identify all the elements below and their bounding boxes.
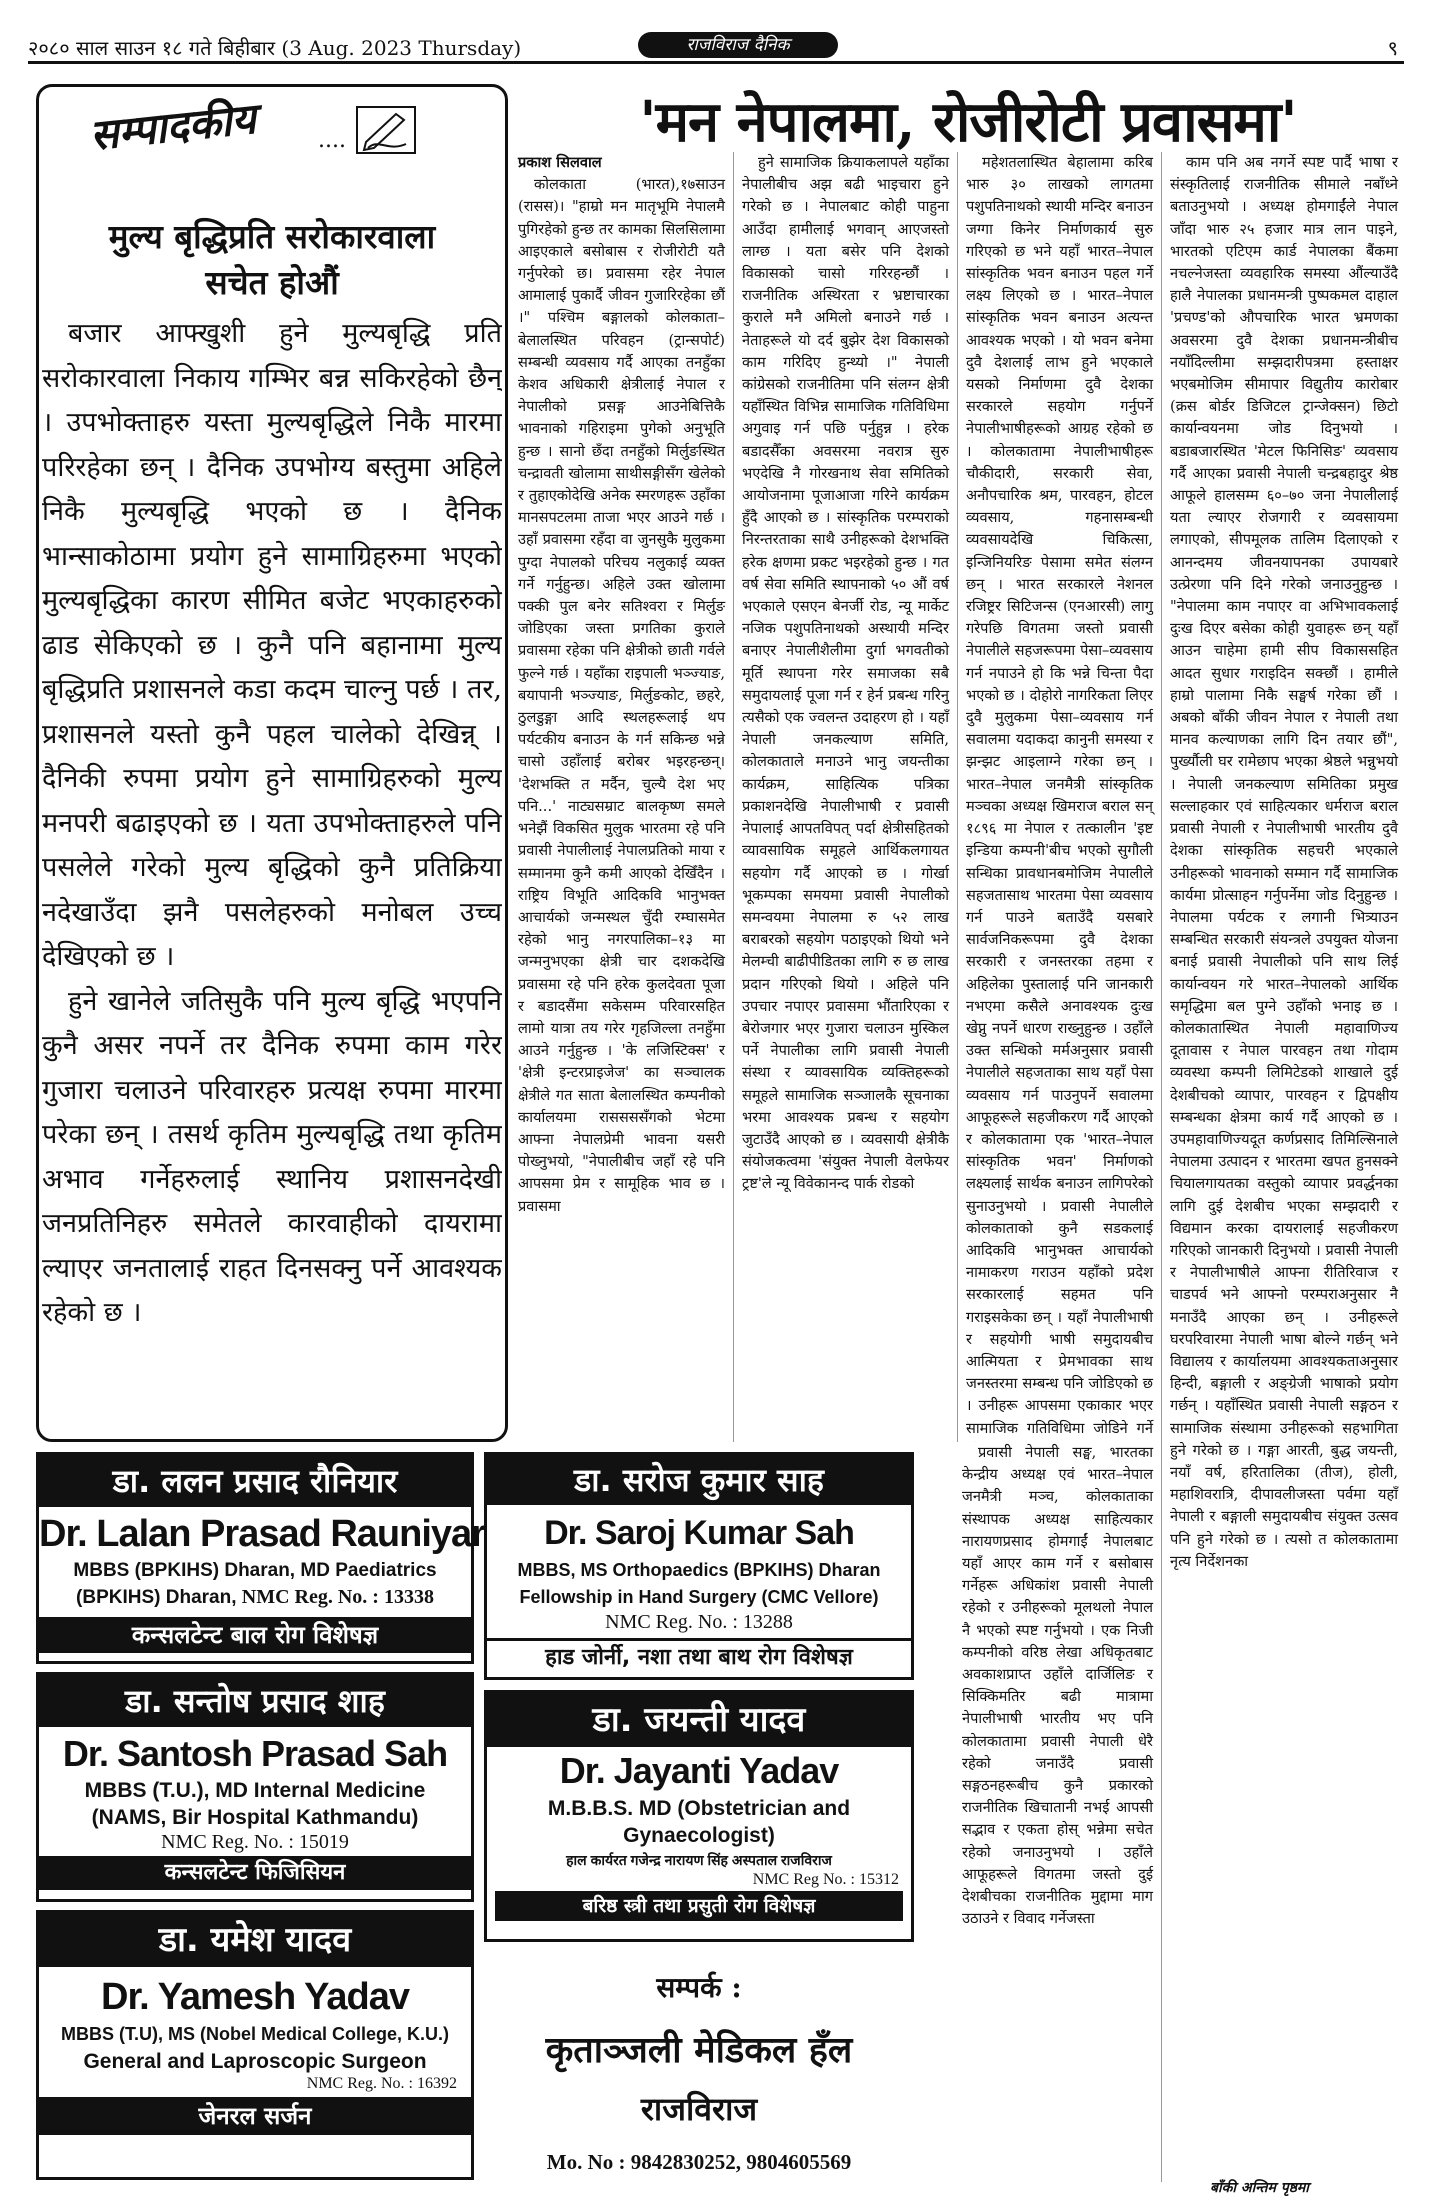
article-columns bbox=[510, 152, 1162, 1442]
ad-dr-santosh bbox=[36, 1672, 474, 1902]
editorial-body bbox=[42, 312, 502, 1432]
ad-qualification: Gynaecologist) bbox=[623, 1824, 775, 1847]
page-header bbox=[28, 30, 1404, 64]
ad-english-name: Dr. Saroj Kumar Sah bbox=[544, 1514, 854, 1552]
ad-qualification: (BPKIHS) Dharan, NMC Reg. No. : 13338 bbox=[76, 1586, 434, 1608]
editorial-paragraph: हुने खानेले जतिसुकै पनि मुल्य बृद्धि भएपनि कुनै असर नपर्ने तर दैनिक रुपमा काम गरेर गुजारा चलाउने परिवारहरु प्रत्यक्ष रुपमा मारमा परेका छन् । तसर्थ कृतिम मुल्यबृद्धि तथा कृतिम अभाव गर्नेहरुलाई स्थानिय प्रशासनदेखी जनप्रतिनिहरु समेतले कारवाहीको दायरामा ल्याएर जनतालाई राहत दिनसक्नु पर्ने आवश्यक रहेको छ । bbox=[42, 985, 502, 1328]
ad-english-name: Dr. Lalan Prasad Rauniyar bbox=[39, 1513, 485, 1555]
ad-qualification: MBBS (BPKIHS) Dharan, MD Paediatrics bbox=[73, 1560, 437, 1581]
article-column-3 bbox=[958, 152, 1162, 1442]
ad-english-name: Dr. Santosh Prasad Sah bbox=[62, 1733, 448, 1774]
article-column-4 bbox=[1162, 152, 1406, 2182]
ad-dr-jayanti bbox=[484, 1690, 914, 1942]
ad-qualification: MBBS, MS Orthopaedics (BPKIHS) Dharan bbox=[517, 1560, 881, 1580]
ad-workplace: हाल कार्यरत गजेन्द्र नारायण सिंह अस्पताल राजविराज bbox=[566, 1852, 832, 1868]
ad-english-name: Dr. Jayanti Yadav bbox=[559, 1750, 839, 1791]
editorial-paragraph: बजार आफ्खुशी हुने मुल्यबृद्धि प्रति सरोकारवाला निकाय गम्भिर बन्न सकिरहेको छैन् । उपभोक्ताहरु यस्ता मुल्यबृद्धिले निकै मारमा परिरहेका छन् । दैनिक उपभोग्य बस्तुमा अहिले निकै मुल्यबृद्धि भएको छ । दैनिक भान्साकोठामा प्रयोग हुने सामाग्रिहरुमा भएको मुल्यबृद्धिका कारण सीमित बजेट भएकाहरुको ढाड सेकिएको छ । कुनै पनि बहानामा मुल्य बृद्धिप्रति प्रशासनले कडा कदम चाल्नु पर्छ । तर, प्रशासनले यस्तो कुनै पहल चालेको देखिन्न् । दैनिकी रुपमा प्रयोग हुने सामाग्रिहरुको मुल्य मनपरी बढाइएको छ । यता उपभोक्ताहरुले पनि पसलेले गरेको मुल्य बृद्धिको कुनै प्रतिक्रिया नदेखाउँदा झनै पसलेहरुको मनोबल उच्च देखिएको छ । bbox=[42, 318, 502, 972]
editorial-heading: सम्पादकीय bbox=[87, 93, 259, 160]
ad-specialty: जेनरल सर्जन bbox=[39, 2097, 471, 2135]
ad-english-name: Dr. Yamesh Yadav bbox=[101, 1976, 409, 2018]
ad-dr-lalan bbox=[36, 1452, 485, 1664]
ad-nepali-name: डा. यमेश यादव bbox=[39, 1913, 471, 1967]
article-text: प्रवासी नेपाली सङ्घ, भारतका केन्द्रीय अध्यक्ष एवं भारत–नेपाल जनमैत्री मञ्च, कोलकाताका संस्थापक अध्यक्ष साहित्यकार नारायणप्रसाद होमगाईं नेपालबाट यहाँ आएर काम गर्ने र बसोबास गर्नेहरू अधिकांश प्रवासी नेपाली रहेको र उनीहरूको मूलथलो नेपाल नै भएको स्पष्ट गर्नुभयो । एक निजी कम्पनीको वरिष्ठ लेखा अधिकृतबाट अवकाशप्राप्त उहाँले दार्जिलिङ र सिक्किमतिर बढी मात्रामा नेपालीभाषी भारतीय भए पनि कोलकातामा प्रवासी नेपाली धेरै रहेको जनाउँदै प्रवासी सङ्गठनहरूबीच कुनै प्रकारको राजनीतिक खिचातानी नभई आपसी सद्भाव र एकता होस् भन्नेमा सचेत रहेको जनाउनुभयो । उहाँले आफूहरूले विगतमा जस्तो दुई देशबीचका राजनीतिक मुद्दामा माग उठाउने र विवाद गर्नेजस्ता bbox=[962, 1444, 1153, 1928]
ad-nepali-name: डा. ललन प्रसाद रौनियार bbox=[39, 1455, 471, 1507]
editorial-title: मुल्य बृद्धिप्रति सरोकारवाला सचेत होऔं bbox=[108, 217, 436, 302]
ad-reg-number: NMC Reg. No. : 15019 bbox=[161, 1831, 349, 1853]
article-byline: प्रकाश सिलवाल bbox=[518, 154, 602, 171]
contact-city: राजविराज bbox=[640, 2090, 758, 2128]
contact-mobile: Mo. No : 9842830252, 9804605569 bbox=[546, 2150, 852, 2174]
ad-dr-yamesh bbox=[36, 1910, 474, 2180]
contact-block bbox=[484, 1954, 914, 2182]
ad-specialty: कन्सलटेन्ट बाल रोग विशेषज्ञ bbox=[39, 1617, 471, 1653]
editorial-dots: .... bbox=[318, 128, 346, 153]
article-text: हुने सामाजिक क्रियाकलापले यहाँका नेपालीबीच अझ बढी भाइचारा हुने गरेको छ । नेपालबाट कोही पाहुना आउँदा हामीलाई भगवान् आएजस्तो लाग्छ । यता बसेर पनि देशको विकासको चासो गरिरहन्छौं । राजनीतिक अस्थिरता र भ्रष्टाचारका कुराले मनै अमिलो बनाउने गर्छ । नेताहरूले यो दर्द बुझेर देश विकासको काम गरिदिए हुन्थ्यो ।" नेपाली कांग्रेसको राजनीतिमा पनि संलग्न क्षेत्री यहाँस्थित विभिन्न सामाजिक गतिविधिमा अगुवाइ गर्न पछि पर्नुहुन्न । हरेक बडादसैँका अवसरमा नवरात्र सुरु भएदेखि नै गोरखनाथ सेवा समितिको आयोजनामा पूजाआजा गरिने कार्यक्रम हुँदै आएको छ । सांस्कृतिक परम्पराको निरन्तरताका साथै उनीहरूको देशभक्ति हरेक क्षणमा प्रकट भइरहेको हुन्छ । गत वर्ष सेवा समिति स्थापनाको ५० औं वर्ष भएकाले एसएन बेनर्जी रोड, न्यू मार्केट नजिक पशुपतिनाथको अस्थायी मन्दिर बनाएर नेपालीशैलीमा दुर्गा भगवतीको मूर्ति स्थापना गरेर समाजका सबै समुदायलाई पूजा गर्न र हेर्न प्रबन्ध गरिनु त्यसैको एक ज्वलन्त उदाहरण हो । यहाँ नेपाली जनकल्याण समिति, कोलकाताले मनाउने भानु जयन्तीका कार्यक्रम, साहित्यिक पत्रिका प्रकाशनदेखि नेपालीभाषी र प्रवासी नेपालाई आपतविपत् पर्दा क्षेत्रीसहितको व्यावसायिक समूहले आर्थिकलगायत सहयोग गर्दै आएको छ । गोर्खा भूकम्पका समयमा प्रवासी नेपालीको समन्वयमा नेपालमा रु ५२ लाख बराबरको सहयोग पठाइएको थियो भने मेलम्ची बाढीपीडितका लागि रु छ लाख प्रदान गरिएको थियो । अहिले पनि उपचार नपाएर प्रवासमा भौंतारिएका र बेरोजगार भएर गुजारा चलाउन मुस्किल पर्ने नेपालीका लागि प्रवासी नेपाली संस्था र व्यावसायिक व्यक्तिहरूको समूहले सामाजिक सञ्जालकै सूचनाका भरमा आवश्यक प्रबन्ध र सहयोग जुटाउँदै आएको छ । व्यवसायी क्षेत्रीकै संयोजकत्वमा 'संयुक्त नेपाली वेलफेयर ट्रष्ट'ले न्यू विवेकानन्द पार्क रोडको bbox=[742, 154, 949, 1193]
ad-specialty: कन्सलटेन्ट फिजिसियन bbox=[39, 1856, 471, 1890]
ad-reg-number: NMC Reg No. : 15312 bbox=[752, 1871, 899, 1888]
ad-nepali-name: डा. जयन्ती यादव bbox=[487, 1693, 911, 1747]
article-headline: 'मन नेपालमा, रोजीरोटी प्रवासमा' bbox=[639, 89, 1297, 155]
ad-qualification: Fellowship in Hand Surgery (CMC Vellore) bbox=[519, 1587, 879, 1607]
article-text: काम पनि अब नगर्ने स्पष्ट पार्दै भाषा र संस्कृतिलाई राजनीतिक सीमाले नबाँध्ने बताउनुभयो । अध्यक्ष होमगाईंले नेपाल जाँदा भारु २५ हजार मात्र लान पाइने, भारतको एटिएम कार्ड नेपालका बैंकमा नचल्नेजस्ता व्यवहारिक समस्या औंल्याउँदै हालै नेपालका प्रधानमन्त्री पुष्पकमल दाहाल 'प्रचण्ड'को औपचारिक भारत भ्रमणका अवसरमा दुवै देशका प्रधानमन्त्रीबीच नयाँदिल्लीमा सम्झदारीपत्रमा हस्ताक्षर भएबमोजिम सीमापार विद्युतीय कारोबार (क्रस बोर्डर डिजिटल ट्रान्जेक्सन) छिटो कार्यान्वयनमा जोड दिनुभयो । बडाबजारस्थित 'मेटल फिनिसिङ' व्यवसाय गर्दै आएका प्रवासी नेपाली चन्द्रबहादुर श्रेष्ठ आफूले हालसम्म ६०–७० जना नेपालीलाई यता ल्याएर रोजगारी र व्यवसायमा लगाएको, सीपमूलक तालिम दिलाएको र आनन्दमय जीवनयापनका उपायबारे उत्प्रेरणा पनि दिने गरेको जनाउनुहुन्छ । "नेपालमा काम नपाएर वा अभिभावकलाई दुःख दिएर बसेका कोही युवाहरू छन् यहाँ आउन चाहेमा हामी सीप विकाससहित आदत सुधार गराइदिन सक्छौं । हामीले हाम्रो पालामा निकै सङ्घर्ष गरेका छौं । अबको बाँकी जीवन नेपाल र नेपाली तथा मानव कल्याणका लागि दिन तयार छौं", पुर्ख्यौली घर रामेछाप भएका श्रेष्ठले भन्नुभयो । नेपाली जनकल्याण समितिका प्रमुख सल्लाहकार एवं साहित्यकार धर्मराज बराल प्रवासी नेपाली र नेपालीभाषी भारतीय दुवै देशका सांस्कृतिक सहचरी भएकाले उनीहरूको भावनाको सम्मान गर्दै सामाजिक कार्यमा प्रोत्साहन गर्नुपर्नेमा जोड दिनुहुन्छ । नेपालमा पर्यटक र लगानी भित्र्याउन सम्बन्धित सरकारी संयन्त्रले उपयुक्त योजना बनाई प्रवासी नेपालीको पनि साथ लिई कार्यान्वयन गरे भारत–नेपालको आर्थिक समृद्धिमा बल पुग्ने उहाँको भनाइ छ । कोलकातास्थित नेपाली महावाणिज्य दूतावास र नेपाल पारवहन तथा गोदाम व्यवस्था कम्पनी लिमिटेडको शाखाले दुई देशबीचको व्यापार, पारवहन र द्विपक्षीय सम्बन्धका क्षेत्रमा कार्य गर्दै आएको छ । उपमहावाणिज्यदूत कर्णप्रसाद तिमिल्सिनाले नेपालमा उत्पादन र भारतमा खपत हुनसक्ने चियालगायतका वस्तुको व्यापार प्रवर्द्धनका लागि दुई देशबीच भएका सम्झदारी र विद्यमान करका दायरालाई सहजीकरण गरिएको जानकारी दिनुभयो । प्रवासी नेपाली र नेपालीभाषीले आफ्ना रीतिरिवाज र चाडपर्व भने आफ्नो परम्पराअनुसार नै मनाउँदै आएका छन् । उनीहरूले घरपरिवारमा नेपाली भाषा बोल्ने गर्छन् भने विद्यालय र कार्यालयमा आवश्यकताअनुसार हिन्दी, बङ्गाली र अङ्ग्रेजी भाषाको प्रयोग गर्छन् । यहाँस्थित प्रवासी नेपाली सङ्गठन र सामाजिक संस्थामा उनीहरूको सहभागिता हुने गरेको छ । गङ्गा आरती, बुद्ध जयन्ती, नयाँ वर्ष, हरितालिका (तीज), होली, महाशिवरात्रि, दीपावलीजस्ता पर्वमा यहाँ नेपाली र बङ्गाली समुदायबीच संयुक्त उत्सव पनि हुने गरेको छ । त्यसो त कोलकातामा नृत्य निर्देशनका bbox=[1170, 154, 1398, 1570]
ad-qualification: MBBS (T.U.), MD Internal Medicine bbox=[84, 1779, 426, 1802]
article-text: महेशतलास्थित बेहालामा करिब भारु ३० लाखको लागतमा पशुपतिनाथको स्थायी मन्दिर बनाउन जग्गा किनेर निर्माणकार्य सुरु गरिएको छ भने यहाँ भारत–नेपाल सांस्कृतिक भवन बनाउन पहल गर्ने लक्ष्य लिएको छ । भारत–नेपाल सांस्कृतिक भवन बनाउन अत्यन्त आवश्यक भएको । यो भवन बनेमा दुवै देशलाई लाभ हुने भएकाले यसको निर्माणमा दुवै देशका सरकारले सहयोग गर्नुपर्ने नेपालीभाषीहरूको आग्रह रहेको छ । कोलकातामा नेपालीभाषीहरू चौकीदारी, सरकारी सेवा, अनौपचारिक श्रम, पारवहन, होटल व्यवसाय, गहनासम्बन्धी व्यवसायदेखि चिकित्सा, इन्जिनियरिङ पेसामा समेत संलग्न छन् । भारत सरकारले नेशनल रजिष्ट्रर सिटिजन्स (एनआरसी) लागु गरेपछि विगतमा जस्तो प्रवासी नेपालीले सहजरूपमा पेसा–व्यवसाय गर्न नपाउने हो कि भन्ने चिन्ता पैदा भएको छ । दोहोरो नागरिकता लिएर दुवै मुलुकमा पेसा–व्यवसाय गर्न सवालमा यदाकदा कानुनी समस्या र झन्झट आइलाग्ने गरेका छन् । भारत–नेपाल जनमैत्री सांस्कृतिक मञ्चका अध्यक्ष खिमराज बराल सन् १८९६ मा नेपाल र तत्कालीन 'इष्ट इन्डिया कम्पनी'बीच भएको सुगौली सन्धिका प्रावधानबमोजिम नेपालीले सहजतासाथ भारतमा पेसा व्यवसाय गर्न पाउने बताउँदै यसबारे सार्वजनिकरूपमा दुवै देशका सरकारी र जनस्तरका तहमा र अहिलेका पुस्तालाई पनि जानकारी नभएमा कसैले अनावश्यक दुःख खेप्नु नपर्ने धारण राख्नुहुन्छ । उहाँले उक्त सन्धिको मर्मअनुसार प्रवासी नेपालीले सहजताका साथ यहाँ पेसा व्यवसाय गर्न पाउनुपर्ने सवालमा आफूहरूले सहजीकरण गर्दै आएको र कोलकातामा एक 'भारत–नेपाल सांस्कृतिक भवन' निर्माणको लक्ष्यलाई सार्थक बनाउन लागिपरेको सुनाउनुभयो । प्रवासी नेपालीले कोलकाताको कुनै सडकलाई आदिकवि भानुभक्त आचार्यको नामाकरण गराउन यहाँको प्रदेश सरकारलाई सहमत पनि गराइसकेका छन् । यहाँ नेपालीभाषी र सहयोगी भाषी समुदायबीच आत्मियता र प्रेमभावका साथ जनस्तरमा सम्बन्ध पनि जोडिएको छ । उनीहरू आपसमा एकाकार भएर सामाजिक गतिविधिमा जोडिने गर्ने bbox=[966, 154, 1153, 1437]
page-number: ९ bbox=[1387, 36, 1398, 60]
ad-reg-number: NMC Reg. No. : 16392 bbox=[306, 2075, 457, 2092]
contact-label: सम्पर्क : bbox=[656, 1971, 742, 2004]
newspaper-brand: राजविराज दैनिक bbox=[638, 32, 838, 58]
article-column-3b bbox=[954, 1442, 1162, 2182]
article-column-2 bbox=[734, 152, 958, 1442]
ad-qualification: M.B.B.S. MD (Obstetrician and bbox=[547, 1797, 851, 1820]
ad-qualification: (NAMS, Bir Hospital Kathmandu) bbox=[91, 1806, 419, 1829]
ad-qualification: MBBS (T.U), MS (Nobel Medical College, K.U.) bbox=[60, 2024, 450, 2044]
ad-specialty: हाड जोर्नी, नशा तथा बाथ रोग विशेषज्ञ bbox=[487, 1638, 911, 1672]
issue-date: २०८० साल साउन १८ गते बिहीबार (3 Aug. 2023 Thursday) bbox=[28, 36, 522, 60]
ad-dr-saroj bbox=[484, 1452, 914, 1680]
pen-writing-icon bbox=[356, 106, 416, 154]
article-text: कोलकाता (भारत),१७साउन (रासस)। "हाम्रो मन मातृभूमि नेपालमै पुगिरहेको हुन्छ तर कामका सिलसिलामा आइएकाले बसोबास र रोजीरोटी यतै गर्नुपरेको छ। प्रवासमा रहेर नेपाल आमालाई पुकार्दै जीवन गुजारिरहेका छौं ।" पश्चिम बङ्गालको कोलकाता–बेलालस्थित परिवहन (ट्रान्सपोर्ट) सम्बन्धी व्यवसाय गर्दै आएका तनहुँका केशव अधिकारी क्षेत्रीलाई नेपाल र नेपालीको प्रसङ्ग आउनेबित्तिकै भावनाको गहिराइमा पुगेको अनुभूति हुन्छ । सानो छँदा तनहुँको मिर्लुङस्थित चन्द्रावती खोलामा साथीसङ्गीसँग खेलेको र तुहाएकोदेखि अनेक स्मरणहरू उहाँका मानसपटलमा ताजा भएर आउने गर्छ । उहाँ प्रवासमा रहँदा वा जुनसुकै मुलुकमा पुग्दा नेपालको परिचय नलुकाई व्यक्त गर्ने गर्नुहुन्छ। अहिले उक्त खोलामा पक्की पुल बनेर सतिश्वरा र मिर्लुङ जोडिएका जस्ता प्रगतिका कुराले प्रवासमा रहेका पनि क्षेत्रीको छाती गर्वले फुल्ने गर्छ । यहाँका राइपाली भञ्ज्याङ, बयापानी भञ्ज्याङ, मिर्लुङकोट, छहरे, ठुलडुङ्गा आदि स्थलहरूलाई थप पर्यटकीय बनाउन के गर्न सकिन्छ भन्ने चासो उहाँलाई बरोबर भइरहन्छन्। 'देशभक्ति त मर्दैन, चुल्यै देश भए पनि...' नाट्यसम्राट बालकृष्ण समले भनेझैं विकसित मुलुक भारतमा रहे पनि प्रवासी नेपालीलाई नेपालप्रतिको माया र सम्मानमा कुनै कमी आएको देखिँदैन । राष्ट्रिय विभूति आदिकवि भानुभक्त आचार्यको जन्मस्थल चुँदी रम्घासमेत रहेको भानु नगरपालिका–१३ मा जन्मनुभएका क्षेत्री चार दशकदेखि प्रवासमा रहे पनि हरेक कुलदेवता पूजा र बडादसैंमा सकेसम्म परिवारसहित लामो यात्रा तय गरेर गृहजिल्ला तनहुँमा आउने गर्नुहुन्छ । 'के लजिस्टिक्स' र 'क्षेत्री इन्टरप्राइजेज' का सञ्चालक क्षेत्रीले गत साता बेलालस्थित कम्पनीको कार्यालयमा राससससँगको भेटमा आफ्ना नेपालप्रेमी भावना यसरी पोख्नुभयो, "नेपालीबीच जहाँ रहे पनि आपसमा प्रेम र सामूहिक भाव छ । प्रवासमा bbox=[518, 176, 725, 1215]
article-column-1 bbox=[510, 152, 734, 1442]
ad-nepali-name: डा. सन्तोष प्रसाद शाह bbox=[39, 1675, 471, 1727]
contact-hall: कृताञ्जली मेडिकल हँल bbox=[545, 2029, 853, 2071]
ad-nepali-name: डा. सरोज कुमार साह bbox=[487, 1455, 911, 1505]
ad-reg-number: NMC Reg. No. : 13288 bbox=[605, 1611, 793, 1633]
ad-qualification: General and Laproscopic Surgeon bbox=[83, 2050, 427, 2073]
continued-note: बाँकी अन्तिम पृष्ठमा bbox=[1210, 2180, 1309, 2196]
ad-specialty: बरिष्ठ स्त्री तथा प्रसुती रोग विशेषज्ञ bbox=[495, 1891, 903, 1921]
